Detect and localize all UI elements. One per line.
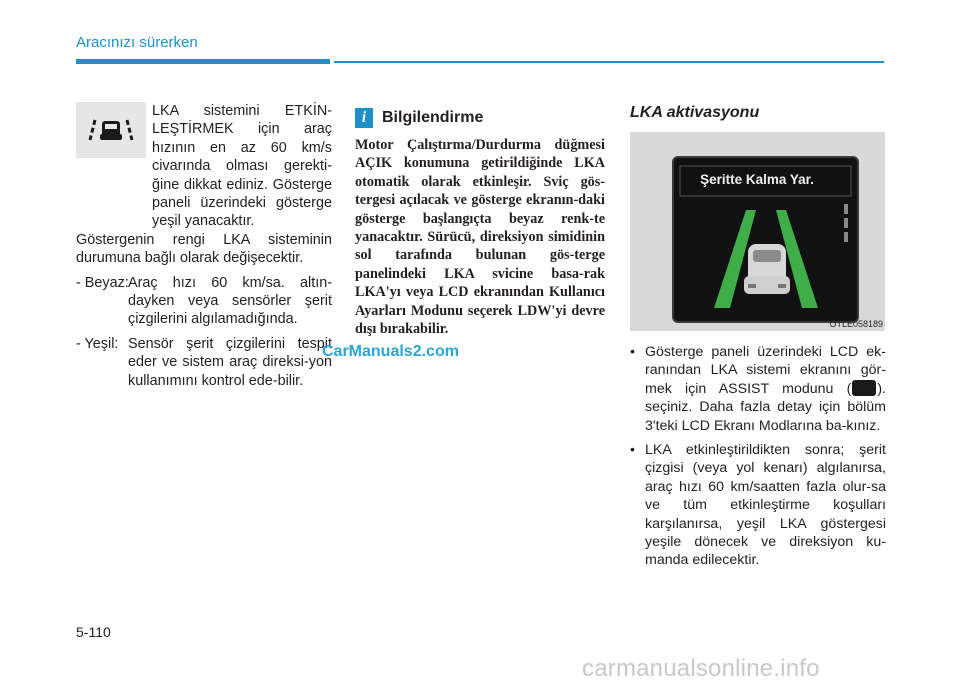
assist-mode-icon xyxy=(852,380,876,396)
list-item: • LKA etkinleştirildikten sonra; şerit çizgisi (veya yol kenarı) algılanırsa, araç hızı 60 km/saatten fazla olur-sa ve tüm etkinleştirme koşulları karşılanırsa, yeşil LKA göstergesi yeşile dönecek ve direksiyon ku-manda edilecektir. xyxy=(630,441,886,570)
item-text: Sensör şerit çizgilerini tespit eder ve sistem araç direksi-yon kullanımını kontrol ede-bilir. xyxy=(128,335,332,389)
watermark: CarManuals2.com xyxy=(322,343,459,360)
cluster-figure xyxy=(630,132,885,331)
lcd-screen xyxy=(672,156,859,323)
list-item xyxy=(630,343,886,435)
page-number: 5-110 xyxy=(76,624,111,640)
header-rule-thick xyxy=(76,59,330,64)
screen-message: Şeritte Kalma Yar. xyxy=(700,172,814,187)
lka-car-lane-icon xyxy=(76,102,146,158)
bullet-text-a: Gösterge paneli üzerindeki LCD ek-ranından LKA sistemi ekranını gör-mek için ASSIST modunu ( xyxy=(645,344,886,397)
lane-car-graphic xyxy=(674,158,857,321)
column-left xyxy=(76,102,332,396)
info-title: Bilgilendirme xyxy=(382,109,484,126)
info-box xyxy=(355,108,605,338)
info-icon: i xyxy=(355,108,373,128)
footer-watermark: carmanualsonline.info xyxy=(582,655,820,682)
item-text: Araç hızı 60 km/sa. altın-dayken veya sensörler şerit çizgilerini algılamadığında. xyxy=(128,274,332,328)
item-label: - Beyaz: xyxy=(76,274,129,291)
item-label: - Yeşil: xyxy=(76,335,119,352)
lka-activation-heading: LKA aktivasyonu xyxy=(630,104,760,121)
section-title: Aracınızı sürerken xyxy=(76,34,198,51)
list-item-green xyxy=(76,335,332,390)
column-right xyxy=(630,104,886,576)
indicator-color-note: Göstergenin rengi LKA sisteminin durumuna bağlı olarak değişecektir. xyxy=(76,231,332,267)
lka-activation-note: LKA sistemini ETKİN-LEŞTİRMEK için araç hızının en az 60 km/s civarında olması gerekti-ğine dikkat ediniz. Gösterge paneli üzerindeki gösterge yeşil yanacaktır. xyxy=(152,103,332,230)
activation-bullets xyxy=(630,343,886,570)
info-text: Motor Çalıştırma/Durdurma düğmesi AÇIK konumuna getirildiğinde LKA otomatik olarak etkinleşir. Sviç gös-tergesi açılacak ve gösterge ekranın-daki gösterge başlangıçta beyaz renk-te yanacaktır. Sürücü, direksiyon simidinin sol tarafında bulunan gös-terge panelindeki LKA svicine basa-rak LKA'yı veya LCD ekranından Kullanıcı Ayarları Modunu seçerek LDW'yi devre dışı bırakabilir. xyxy=(355,137,605,338)
list-item-white xyxy=(76,274,332,329)
header-rule-thin xyxy=(334,61,884,63)
bullet-text-b: ). seçiniz. Daha fazla detay için bölüm 3'teki LCD Ekranı Modlarına ba-kınız. xyxy=(645,380,886,434)
figure-code: OTLE058189 xyxy=(829,319,883,329)
info-header xyxy=(355,108,605,128)
lka-indicator-image xyxy=(76,102,146,158)
